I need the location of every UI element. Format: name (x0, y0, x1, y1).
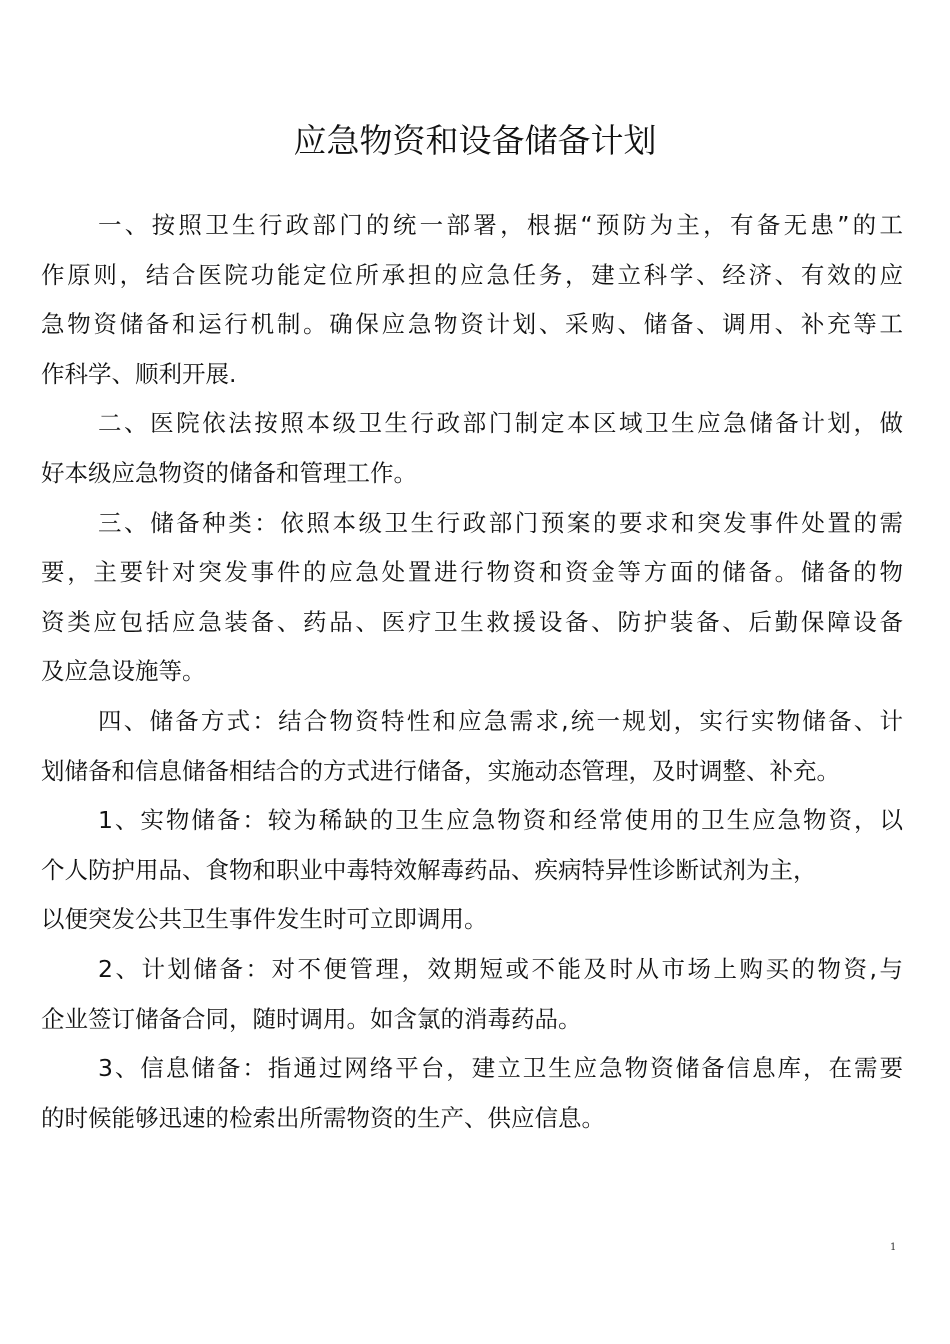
paragraph-line: 2、计划储备：对不便管理，效期短或不能及时从市场上购买的物资,与 (98, 954, 903, 983)
paragraph-line: 三、储备种类：依照本级卫生行政部门预案的要求和突发事件处置的需 (98, 508, 903, 537)
document-body (41, 201, 903, 1143)
paragraph-2 (41, 399, 903, 498)
paragraph-line: 四、储备方式：结合物资特性和应急需求,统一规划，实行实物储备、计 (98, 706, 903, 735)
document-title: 应急物资和设备储备计划 (293, 121, 657, 160)
paragraph-3 (41, 499, 903, 697)
paragraph-line: 作原则，结合医院功能定位所承担的应急任务，建立科学、经济、有效的应 (41, 260, 903, 289)
paragraph-line: 以便突发公共卫生事件发生时可立即调用。 (41, 905, 488, 934)
paragraph-line: 作科学、顺利开展. (41, 359, 237, 388)
paragraph-line: 二、医院依法按照本级卫生行政部门制定本区域卫生应急储备计划，做 (98, 409, 903, 438)
paragraph-line: 资类应包括应急装备、药品、医疗卫生救援设备、防护装备、后勤保障设备 (41, 607, 903, 636)
paragraph-1 (41, 201, 903, 399)
paragraph-4 (41, 697, 903, 796)
paragraph-5 (41, 796, 903, 945)
paragraph-line: 好本级应急物资的储备和管理工作。 (41, 458, 417, 487)
paragraph-line: 要，主要针对突发事件的应急处置进行物资和资金等方面的储备。储备的物 (41, 558, 903, 587)
paragraph-line: 一、按照卫生行政部门的统一部署，根据“预防为主，有备无患”的工 (98, 211, 903, 239)
paragraph-line: 企业签订储备合同，随时调用。如含氯的消毒药品。 (41, 1004, 582, 1033)
paragraph-line: 划储备和信息储备相结合的方式进行储备，实施动态管理，及时调整、补充。 (41, 756, 840, 785)
paragraph-7 (41, 1044, 903, 1143)
paragraph-line: 个人防护用品、食物和职业中毒特效解毒药品、疾病特异性诊断试剂为主， (41, 855, 817, 884)
paragraph-line: 的时候能够迅速的检索出所需物资的生产、供应信息。 (41, 1103, 605, 1132)
paragraph-line: 1、实物储备：较为稀缺的卫生应急物资和经常使用的卫生应急物资，以 (98, 806, 903, 835)
paragraph-line: 及应急设施等。 (41, 657, 206, 686)
paragraph-line: 3、信息储备：指通过网络平台，建立卫生应急物资储备信息库，在需要 (98, 1054, 903, 1083)
paragraph-line: 急物资储备和运行机制。确保应急物资计划、采购、储备、调用、补充等工 (41, 310, 903, 339)
page-number: 1 (890, 1242, 897, 1253)
paragraph-6 (41, 945, 903, 1044)
